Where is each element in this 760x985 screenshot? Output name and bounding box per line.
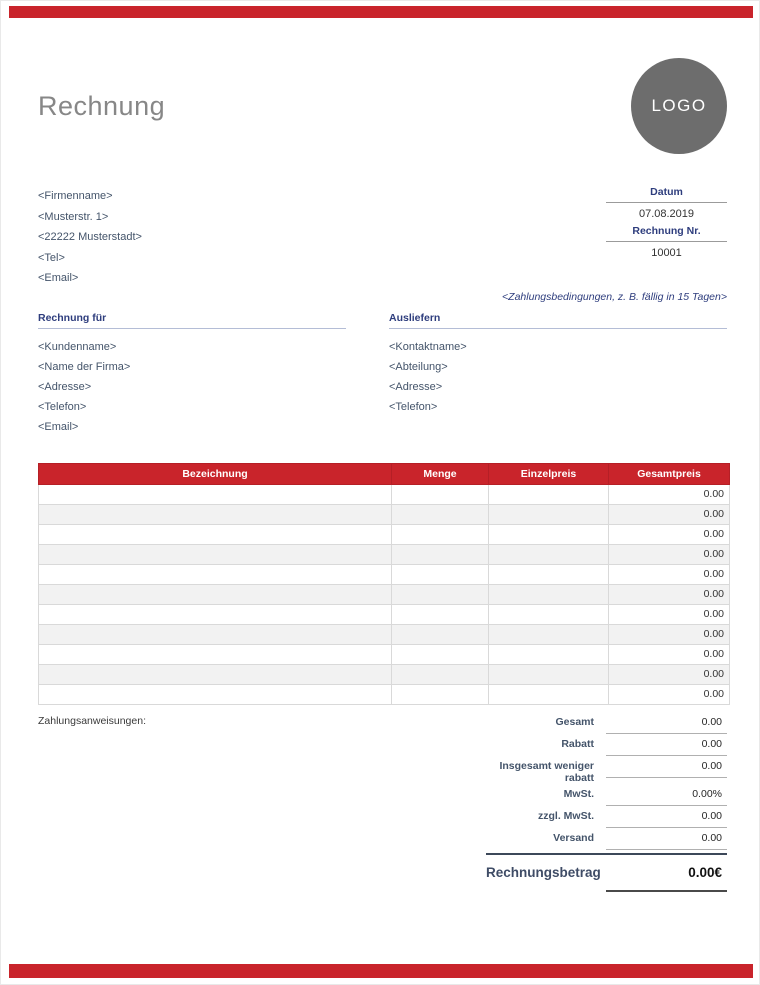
- logo-text: LOGO: [651, 96, 707, 115]
- summary-row-zzgl-mwst: [486, 806, 727, 828]
- invoice-content: [1, 56, 759, 892]
- invoice-number-label: Rechnung Nr.: [606, 225, 727, 242]
- item-row: [39, 564, 730, 584]
- item-row: [39, 684, 730, 704]
- total-label: Rechnungsbetrag: [486, 864, 601, 880]
- total-value: 0.00€: [688, 864, 722, 880]
- item-cell-menge: [392, 604, 489, 624]
- item-cell-einzelpreis: [489, 504, 609, 524]
- summary-block: [486, 712, 727, 892]
- item-cell-bezeichnung: [39, 644, 392, 664]
- summary-row-gesamt: [486, 712, 727, 734]
- company-line-city: <22222 Musterstadt>: [38, 231, 142, 243]
- item-cell-menge: [392, 564, 489, 584]
- summary-label: Insgesamt weniger rabatt: [499, 759, 594, 784]
- shipping-line-address: <Adresse>: [389, 380, 443, 393]
- summary-value: 0.00: [606, 828, 727, 850]
- items-table: [38, 463, 730, 705]
- item-cell-bezeichnung: [39, 564, 392, 584]
- summary-value: 0.00: [606, 756, 727, 778]
- item-row: [39, 524, 730, 544]
- summary-value: 0.00: [606, 806, 727, 828]
- payment-instructions-label: Zahlungsanweisungen:: [38, 714, 146, 727]
- item-cell-einzelpreis: [489, 644, 609, 664]
- item-row: [39, 504, 730, 524]
- col-header-bezeichnung: Bezeichnung: [39, 463, 392, 484]
- top-accent-bar: [9, 6, 753, 18]
- info-row: [38, 186, 727, 289]
- item-cell-menge: [392, 664, 489, 684]
- item-row: [39, 664, 730, 684]
- item-cell-menge: [392, 504, 489, 524]
- shipping-line-department: <Abteilung>: [389, 360, 448, 373]
- item-cell-gesamtpreis: 0.00: [609, 564, 730, 584]
- col-header-gesamtpreis: Gesamtpreis: [609, 463, 730, 484]
- item-cell-einzelpreis: [489, 604, 609, 624]
- item-cell-gesamtpreis: 0.00: [609, 624, 730, 644]
- item-cell-bezeichnung: [39, 484, 392, 504]
- summary-row-insgesamt-weniger-rabatt: [486, 756, 727, 784]
- billing-line-address: <Adresse>: [38, 380, 92, 393]
- item-cell-einzelpreis: [489, 624, 609, 644]
- billing-section-header: Rechnung für: [38, 312, 346, 329]
- summary-value: 0.00%: [606, 784, 727, 806]
- item-cell-bezeichnung: [39, 584, 392, 604]
- item-cell-bezeichnung: [39, 684, 392, 704]
- summary-row-rabatt: [486, 734, 727, 756]
- invoice-total-row: [486, 853, 727, 880]
- item-row: [39, 644, 730, 664]
- billing-lines: [38, 337, 346, 437]
- company-line-phone: <Tel>: [38, 251, 65, 264]
- item-cell-gesamtpreis: 0.00: [609, 484, 730, 504]
- invoice-meta-block: [606, 186, 727, 289]
- summary-value: 0.00: [606, 712, 727, 734]
- invoice-number-value: 10001: [651, 247, 682, 259]
- item-cell-bezeichnung: [39, 544, 392, 564]
- item-cell-menge: [392, 484, 489, 504]
- item-cell-menge: [392, 684, 489, 704]
- company-line-email: <Email>: [38, 272, 79, 284]
- logo-badge: [631, 58, 727, 154]
- company-block: [38, 186, 142, 289]
- item-cell-gesamtpreis: 0.00: [609, 524, 730, 544]
- item-cell-gesamtpreis: 0.00: [609, 544, 730, 564]
- item-cell-gesamtpreis: 0.00: [609, 644, 730, 664]
- totals-area: [38, 712, 727, 892]
- item-cell-bezeichnung: [39, 524, 392, 544]
- item-row: [39, 544, 730, 564]
- item-cell-menge: [392, 524, 489, 544]
- item-cell-gesamtpreis: 0.00: [609, 504, 730, 524]
- item-cell-einzelpreis: [489, 564, 609, 584]
- billing-line-customer: <Kundenname>: [38, 340, 117, 353]
- billing-line-phone: <Telefon>: [38, 400, 87, 413]
- total-underline: [606, 890, 727, 892]
- col-header-einzelpreis: Einzelpreis: [489, 463, 609, 484]
- summary-value: 0.00: [606, 734, 727, 756]
- item-cell-einzelpreis: [489, 524, 609, 544]
- payment-terms: <Zahlungsbedingungen, z. B. fällig in 15 Tagen>: [502, 290, 727, 303]
- item-cell-bezeichnung: [39, 504, 392, 524]
- summary-label: MwSt.: [563, 787, 594, 800]
- item-cell-einzelpreis: [489, 544, 609, 564]
- item-cell-einzelpreis: [489, 584, 609, 604]
- item-cell-menge: [392, 544, 489, 564]
- page-title: Rechnung: [38, 90, 166, 121]
- billing-line-company: <Name der Firma>: [38, 360, 131, 373]
- item-cell-gesamtpreis: 0.00: [609, 684, 730, 704]
- item-cell-bezeichnung: [39, 604, 392, 624]
- item-row: [39, 604, 730, 624]
- item-cell-gesamtpreis: 0.00: [609, 584, 730, 604]
- item-cell-menge: [392, 624, 489, 644]
- summary-label: Gesamt: [555, 715, 594, 728]
- item-cell-menge: [392, 584, 489, 604]
- item-cell-gesamtpreis: 0.00: [609, 664, 730, 684]
- item-cell-gesamtpreis: 0.00: [609, 604, 730, 624]
- shipping-line-contact: <Kontaktname>: [389, 340, 467, 353]
- shipping-section-header: Ausliefern: [389, 312, 727, 329]
- billing-section: [38, 312, 346, 437]
- address-sections: [38, 312, 727, 437]
- shipping-section: [389, 312, 727, 437]
- item-cell-einzelpreis: [489, 664, 609, 684]
- date-label: Datum: [606, 186, 727, 203]
- col-header-menge: Menge: [392, 463, 489, 484]
- date-value: 07.08.2019: [638, 208, 695, 220]
- shipping-lines: [389, 337, 727, 417]
- item-cell-bezeichnung: [39, 624, 392, 644]
- invoice-header: [38, 56, 727, 156]
- summary-label: Rabatt: [561, 737, 594, 750]
- item-row: [39, 584, 730, 604]
- summary-row-mwst: [486, 784, 727, 806]
- bottom-accent-bar: [9, 964, 753, 978]
- shipping-line-phone: <Telefon>: [389, 400, 438, 413]
- item-cell-einzelpreis: [489, 484, 609, 504]
- item-cell-einzelpreis: [489, 684, 609, 704]
- item-cell-menge: [392, 644, 489, 664]
- summary-label: Versand: [553, 831, 594, 844]
- billing-line-email: <Email>: [38, 420, 79, 433]
- item-cell-bezeichnung: [39, 664, 392, 684]
- summary-row-versand: [486, 828, 727, 850]
- summary-label: zzgl. MwSt.: [538, 809, 594, 822]
- item-row: [39, 624, 730, 644]
- company-line-street: <Musterstr. 1>: [38, 210, 109, 223]
- company-line-name: <Firmenname>: [38, 190, 113, 202]
- items-table-header-row: [39, 463, 730, 484]
- item-row: [39, 484, 730, 504]
